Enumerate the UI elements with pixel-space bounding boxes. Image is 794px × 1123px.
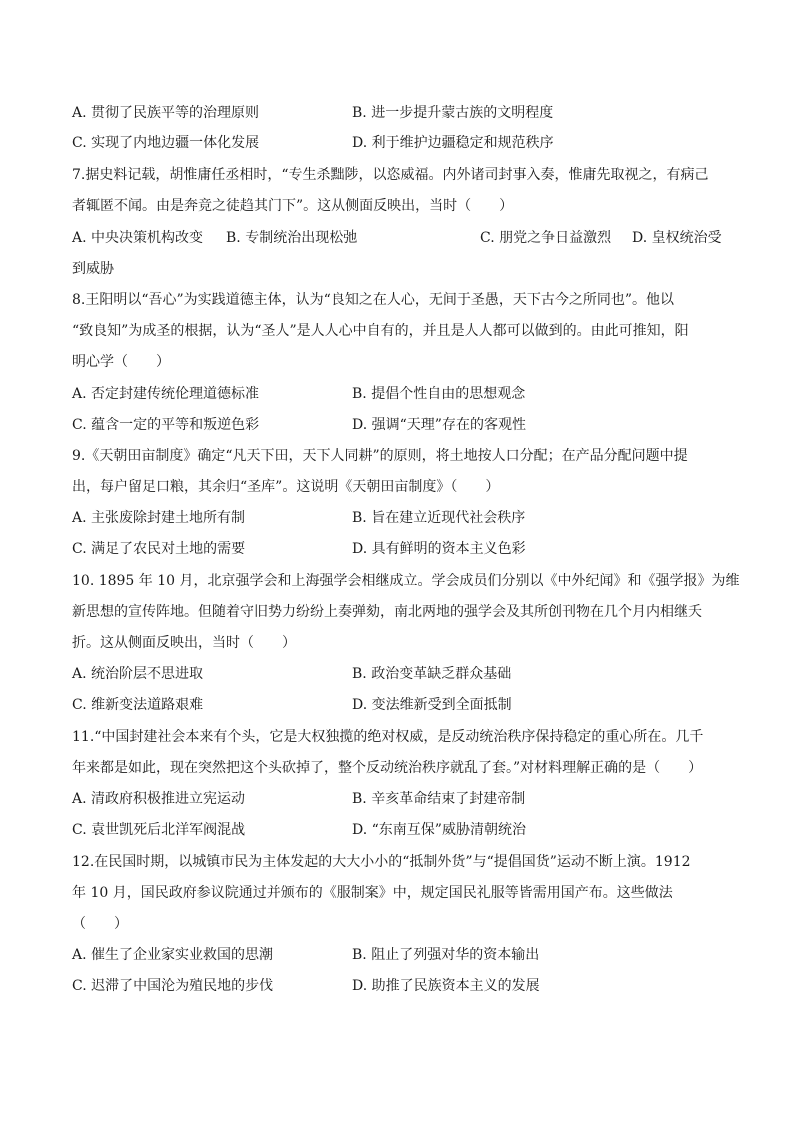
q12-option-b[interactable]: B. 阻止了列强对华的资本输出 <box>352 947 540 963</box>
q8-stem-line-1: 8.王阳明以“吾心”为实践道德主体，认为“良知之在人心，无间于圣愚，天下古今之所同也”。他以 <box>72 292 674 308</box>
q8-option-b[interactable]: B. 提倡个性自由的思想观念 <box>352 386 526 402</box>
q12-option-d[interactable]: D. 助推了民族资本主义的发展 <box>352 978 540 994</box>
q12-option-c[interactable]: C. 迟滞了中国沦为殖民地的步伐 <box>72 978 274 994</box>
q7-option-d-wrap: 到威胁 <box>72 261 114 277</box>
q8-stem-line-3: 明心学（ ） <box>72 354 170 370</box>
q8-stem-line-2: “致良知”为成圣的根据，认为“圣人”是人人心中自有的，并且是人人都可以做到的。由此可推知，阳 <box>72 323 689 339</box>
q7-stem-line-2: 者辄匿不闻。由是奔竞之徒趋其门下”。这从侧面反映出，当时（ ） <box>72 198 514 214</box>
q8-option-c[interactable]: C. 蕴含一定的平等和叛逆色彩 <box>72 417 260 433</box>
q6-option-a[interactable]: A. 贯彻了民族平等的治理原则 <box>72 105 260 121</box>
q11-option-b[interactable]: B. 辛亥革命结束了封建帝制 <box>352 791 526 807</box>
q9-option-a[interactable]: A. 主张废除封建土地所有制 <box>72 510 246 526</box>
q12-stem-line-2: 年 10 月，国民政府参议院通过并颁布的《服制案》中，规定国民礼服等皆需用国产布。这些做法 <box>72 885 673 901</box>
q11-option-d[interactable]: D. “东南互保”威胁清朝统治 <box>352 822 526 838</box>
q6-option-d[interactable]: D. 利于维护边疆稳定和规范秩序 <box>352 135 554 151</box>
q11-option-a[interactable]: A. 清政府积极推进立宪运动 <box>72 791 246 807</box>
q9-stem-line-1: 9.《天朝田亩制度》确定“凡天下田，天下人同耕”的原则，将土地按人口分配；在产品分配问题中提 <box>72 448 688 464</box>
q7-option-c[interactable]: C. 朋党之争日益激烈 <box>480 230 612 246</box>
q12-option-a[interactable]: A. 催生了企业家实业救国的思潮 <box>72 947 274 963</box>
q10-stem-line-2: 新思想的宣传阵地。但随着守旧势力纷纷上奏弹劾，南北两地的强学会及其所创刊物在几个月内相继夭 <box>72 604 702 620</box>
q10-option-b[interactable]: B. 政治变革缺乏群众基础 <box>352 666 512 682</box>
q6-option-b[interactable]: B. 进一步提升蒙古族的文明程度 <box>352 105 554 121</box>
q8-option-d[interactable]: D. 强调“天理”存在的客观性 <box>352 417 526 433</box>
q10-stem-line-3: 折。这从侧面反映出，当时（ ） <box>72 635 296 651</box>
q7-option-b[interactable]: B. 专制统治出现松弛 <box>226 230 358 246</box>
q9-stem-line-2: 出，每户留足口粮，其余归“圣库”。这说明《天朝田亩制度》（ ） <box>72 479 500 495</box>
q7-option-d[interactable]: D. 皇权统治受 <box>632 230 722 246</box>
q7-stem-line-1: 7.据史料记载，胡惟庸任丞相时，“专生杀黜陟，以恣威福。内外诸司封事入奏，惟庸先取视之，有病己 <box>72 167 709 183</box>
q8-option-a[interactable]: A. 否定封建传统伦理道德标准 <box>72 386 260 402</box>
q10-option-c[interactable]: C. 维新变法道路艰难 <box>72 697 204 713</box>
q6-option-c[interactable]: C. 实现了内地边疆一体化发展 <box>72 135 260 151</box>
q10-stem-line-1: 10. 1895 年 10 月，北京强学会和上海强学会相继成立。学会成员们分别以《中外纪闻》和《强学报》为维 <box>72 573 740 589</box>
q10-option-d[interactable]: D. 变法维新受到全面抵制 <box>352 697 512 713</box>
q9-option-d[interactable]: D. 具有鲜明的资本主义色彩 <box>352 541 526 557</box>
q12-stem-line-1: 12.在民国时期，以城镇市民为主体发起的大大小小的“抵制外货”与“提倡国货”运动不断上演。1912 <box>72 854 691 870</box>
q11-option-c[interactable]: C. 袁世凯死后北洋军阀混战 <box>72 822 246 838</box>
q12-stem-line-3: （ ） <box>72 916 128 932</box>
q7-option-a[interactable]: A. 中央决策机构改变 <box>72 230 204 246</box>
q10-option-a[interactable]: A. 统治阶层不思进取 <box>72 666 204 682</box>
q9-option-c[interactable]: C. 满足了农民对土地的需要 <box>72 541 246 557</box>
q11-stem-line-2: 年来都是如此，现在突然把这个头砍掉了，整个反动统治秩序就乱了套。”对材料理解正确的是（ ） <box>72 760 703 776</box>
q11-stem-line-1: 11.“中国封建社会本来有个头，它是大权独揽的绝对权威，是反动统治秩序保持稳定的重心所在。几千 <box>72 729 704 745</box>
q9-option-b[interactable]: B. 旨在建立近现代社会秩序 <box>352 510 526 526</box>
